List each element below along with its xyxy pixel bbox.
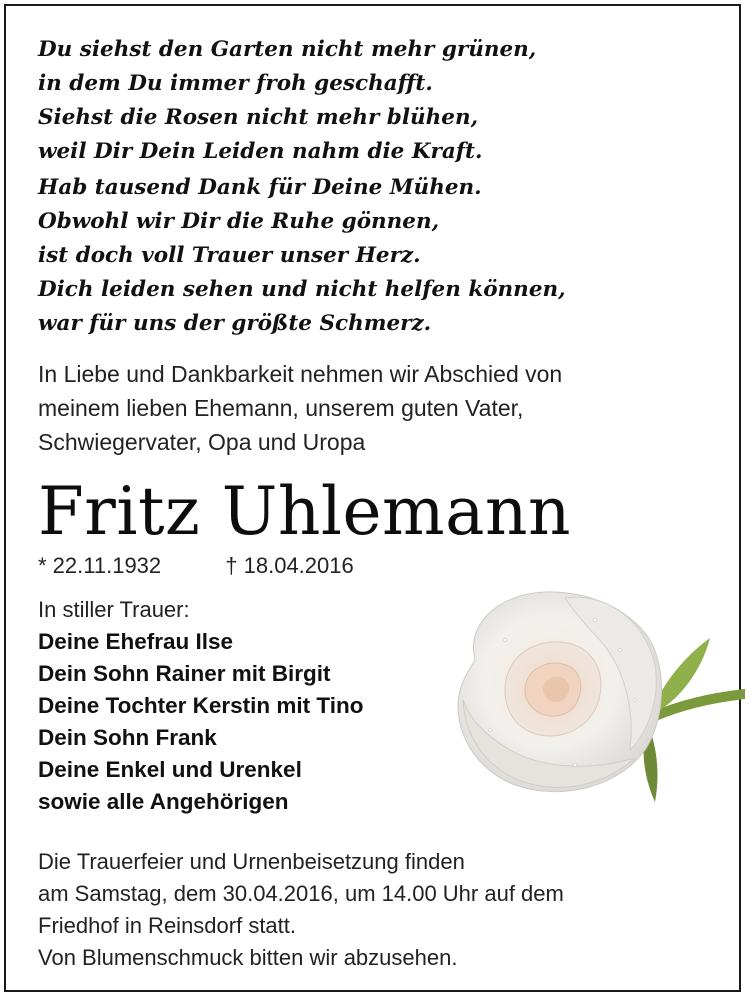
life-dates	[38, 549, 354, 583]
poem-line: in dem Du immer froh geschafft.	[38, 71, 433, 96]
funeral-line: Von Blumenschmuck bitten wir abzusehen.	[38, 945, 458, 970]
mourners-header: In stiller Trauer:	[38, 597, 190, 622]
deceased-name: Fritz Uhlemann	[38, 473, 571, 550]
intro-text	[38, 357, 562, 459]
birth-date: * 22.11.1932	[38, 553, 162, 578]
intro-line: Schwiegervater, Opa und Uropa	[38, 429, 366, 455]
mourner-line: Deine Tochter Kerstin mit Tino	[38, 693, 364, 718]
funeral-line: am Samstag, dem 30.04.2016, um 14.00 Uhr auf dem	[38, 881, 564, 906]
funeral-line: Die Trauerfeier und Urnenbeisetzung finden	[38, 849, 465, 874]
poem-stanza-1	[38, 33, 536, 169]
intro-line: meinem lieben Ehemann, unserem guten Vater,	[38, 395, 524, 421]
poem-line: Siehst die Rosen nicht mehr blühen,	[38, 105, 479, 130]
poem-line: Obwohl wir Dir die Ruhe gönnen,	[38, 209, 440, 234]
intro-line: In Liebe und Dankbarkeit nehmen wir Abschied von	[38, 361, 563, 387]
poem-line: Hab tausend Dank für Deine Mühen.	[38, 175, 482, 200]
mourner-line: Deine Ehefrau Ilse	[38, 629, 234, 654]
funeral-notice	[38, 846, 564, 974]
funeral-line: Friedhof in Reinsdorf statt.	[38, 913, 297, 938]
mourner-line: Deine Enkel und Urenkel	[38, 757, 302, 782]
poem-stanza-2	[38, 171, 566, 341]
poem-line: ist doch voll Trauer unser Herz.	[38, 243, 421, 268]
mourner-line: sowie alle Angehörigen	[38, 789, 289, 814]
white-rose-icon	[445, 580, 745, 820]
poem-line: weil Dir Dein Leiden nahm die Kraft.	[38, 139, 483, 164]
mourner-line: Dein Sohn Rainer mit Birgit	[38, 661, 331, 686]
poem-line: war für uns der größte Schmerz.	[38, 311, 432, 336]
poem-line: Dich leiden sehen und nicht helfen können,	[38, 277, 566, 302]
mourners-block	[38, 594, 363, 818]
mourner-line: Dein Sohn Frank	[38, 725, 217, 750]
poem-line: Du siehst den Garten nicht mehr grünen,	[38, 37, 537, 62]
death-date: † 18.04.2016	[225, 553, 354, 578]
